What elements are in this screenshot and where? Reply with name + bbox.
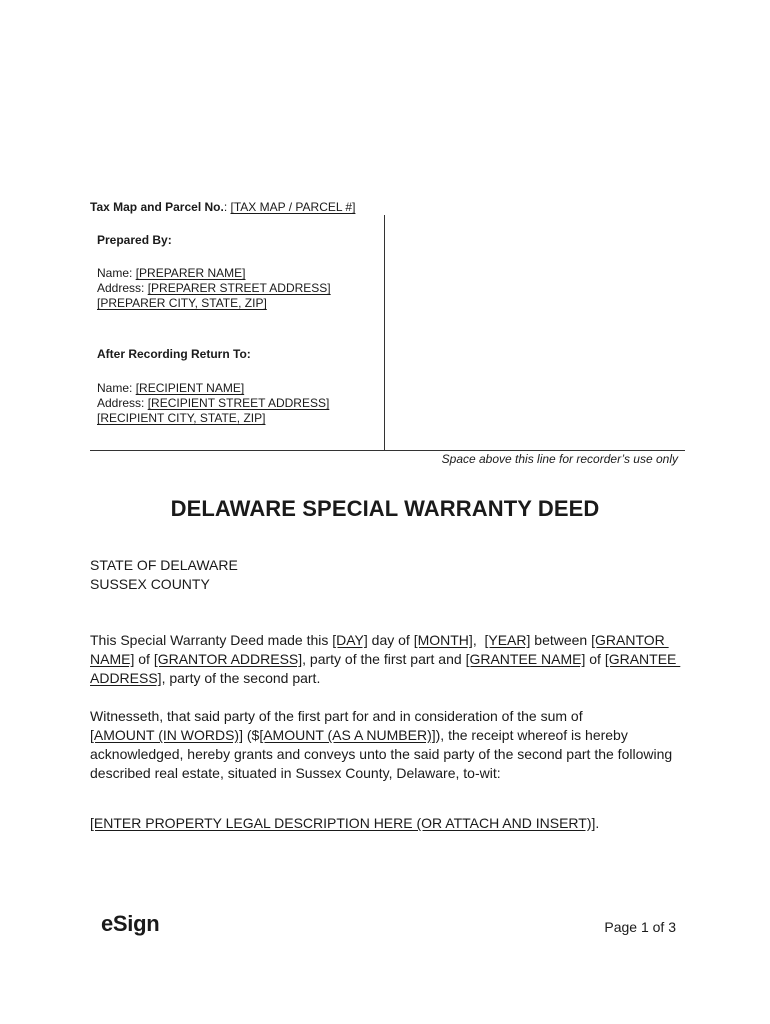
recorder-vertical-divider <box>384 215 385 451</box>
recipient-city-line <box>97 411 329 426</box>
tax-map-label: Tax Map and Parcel No. <box>90 200 224 214</box>
legal-description-line <box>90 814 599 833</box>
county-line: SUSSEX COUNTY <box>90 576 210 592</box>
text-segment: , party of the first part and <box>302 651 466 667</box>
preparer-city: [PREPARER CITY, STATE, ZIP] <box>97 296 267 310</box>
consideration-line-3: acknowledged, hereby grants and conveys unto the said party of the second part the following <box>90 746 673 762</box>
preparer-address-line <box>97 281 331 296</box>
year-field: [YEAR] <box>484 632 531 648</box>
preparer-address-label: Address: <box>97 281 148 295</box>
consideration-paragraph <box>90 707 690 783</box>
amount-words-field: [AMOUNT (IN WORDS)] <box>90 727 243 743</box>
recipient-name: [RECIPIENT NAME] <box>135 381 245 395</box>
amount-number-field: [AMOUNT (AS A NUMBER)] <box>259 727 436 743</box>
text-segment: ($ <box>242 727 260 743</box>
preparer-block <box>97 266 331 311</box>
preparer-name: [PREPARER NAME] <box>135 266 246 280</box>
text-segment: between <box>530 632 592 648</box>
recipient-name-line <box>97 381 329 396</box>
return-to-label: After Recording Return To: <box>97 347 251 361</box>
text-segment: This Special Warranty Deed made this <box>90 632 333 648</box>
parties-line-2 <box>90 650 690 669</box>
month-field: [MONTH] <box>413 632 473 648</box>
preparer-name-line <box>97 266 331 281</box>
parties-line-1 <box>90 631 690 650</box>
recipient-address-label: Address: <box>97 396 148 410</box>
text-segment: , party of the second part. <box>161 670 321 686</box>
recipient-address-line <box>97 396 329 411</box>
consideration-line-4: described real estate, situated in Sussex County, Delaware, to-wit: <box>90 765 501 781</box>
day-field: [DAY] <box>332 632 368 648</box>
preparer-name-label: Name: <box>97 266 136 280</box>
esign-logo: eSign <box>101 911 160 936</box>
prepared-by-label: Prepared By: <box>97 233 172 247</box>
grantee-name-field: [GRANTEE NAME] <box>465 651 586 667</box>
tax-map-value: [TAX MAP / PARCEL #] <box>230 200 356 214</box>
state-line: STATE OF DELAWARE <box>90 557 238 573</box>
text-segment: of <box>134 651 154 667</box>
grantor-address-field: [GRANTOR ADDRESS] <box>153 651 303 667</box>
text-segment: of <box>585 651 605 667</box>
page-title: DELAWARE SPECIAL WARRANTY DEED <box>170 496 600 521</box>
grantor-name-field: [GRANTOR <box>591 632 669 648</box>
recipient-name-label: Name: <box>97 381 136 395</box>
tax-map-line <box>90 200 355 215</box>
recorder-note: Space above this line for recorder’s use only <box>441 452 678 466</box>
parties-line-3 <box>90 669 690 688</box>
tax-map-colon: : <box>223 200 231 214</box>
grantee-address-field: [GRANTEE <box>604 651 681 667</box>
consideration-line-2 <box>90 726 690 745</box>
recipient-city: [RECIPIENT CITY, STATE, ZIP] <box>97 411 266 425</box>
grantor-name-field-cont: NAME] <box>90 651 135 667</box>
recipient-street: [RECIPIENT STREET ADDRESS] <box>147 396 330 410</box>
preparer-street: [PREPARER STREET ADDRESS] <box>147 281 331 295</box>
legal-description-field: [ENTER PROPERTY LEGAL DESCRIPTION HERE (OR ATTACH AND INSERT)] <box>90 815 596 831</box>
parties-paragraph <box>90 631 690 688</box>
venue-block <box>90 556 238 594</box>
text-segment: day of <box>367 632 414 648</box>
consideration-line-1: Witnesseth, that said party of the first part for and in consideration of the sum of <box>90 708 583 724</box>
legal-description-period: . <box>595 815 600 831</box>
recorder-horizontal-divider <box>90 450 685 451</box>
text-segment: , <box>472 632 485 648</box>
grantee-address-field-cont: ADDRESS] <box>90 670 162 686</box>
preparer-city-line <box>97 296 331 311</box>
recipient-block <box>97 381 329 426</box>
page-number: Page 1 of 3 <box>604 919 676 935</box>
text-segment: ), the receipt whereof is hereby <box>435 727 628 743</box>
